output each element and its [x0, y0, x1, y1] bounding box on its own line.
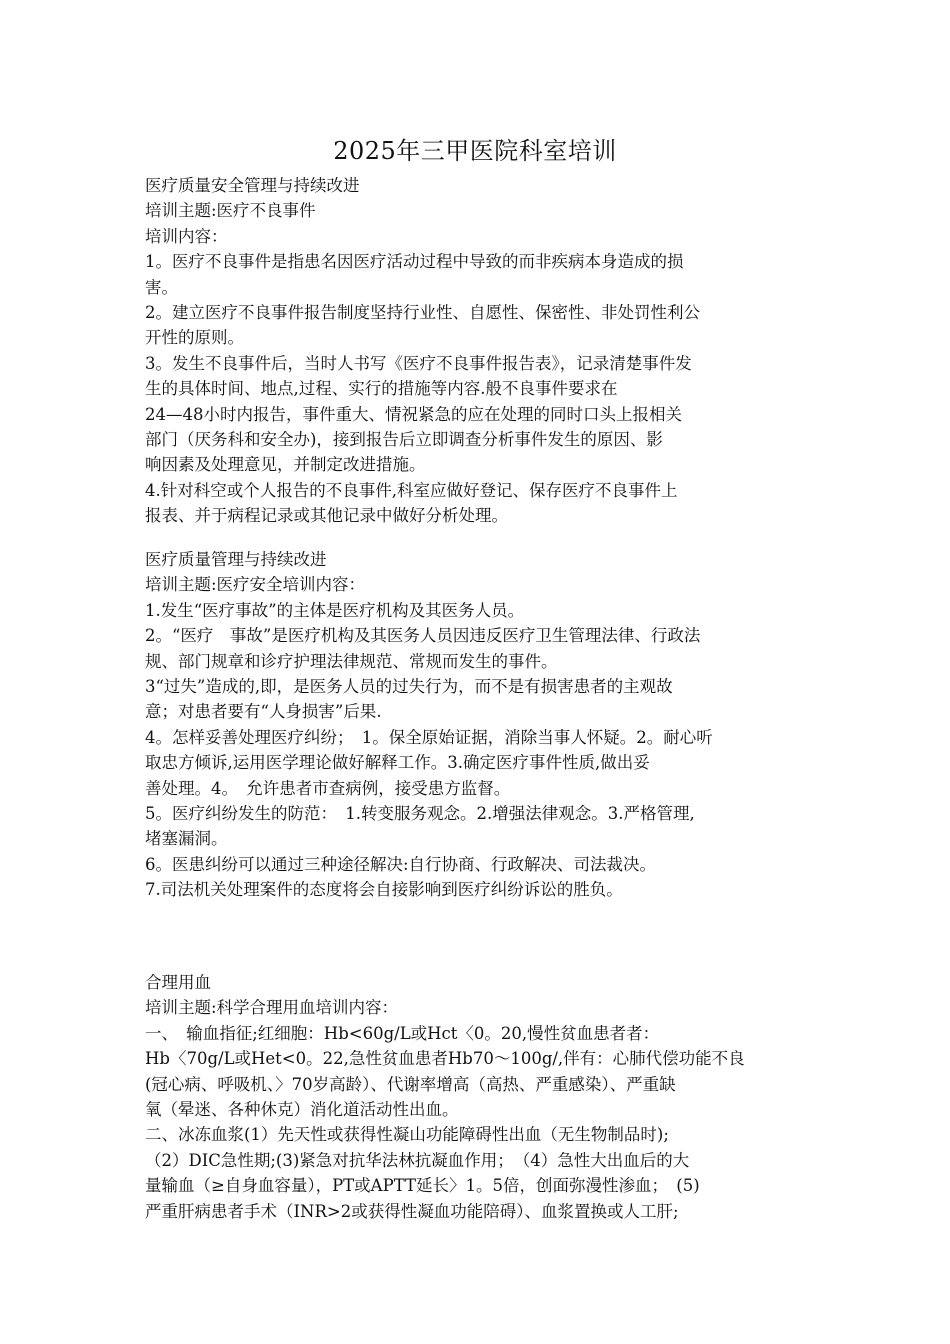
paragraph-line: 取忠方倾诉,运用医学理论做好解释工作。3.确定医疗事件性质,做出妥 [145, 753, 650, 773]
paragraph-line: 5。医疗纠纷发生的防范： 1.转变服务观念。2.增强法律观念。3.严格管理, [145, 803, 695, 823]
section-quality-management [145, 547, 825, 902]
paragraph-line: 生的具体时间、地点,过程、实行的措施等内容.般不良事件要求在 [145, 379, 618, 399]
paragraph-line: 氧（晕迷、各种休克）消化道活动性出血。 [145, 1099, 459, 1119]
paragraph-line: 严重肝病患者手术（INR>2或获得性凝血功能陪碍）、血浆置换或人工肝; [145, 1201, 679, 1221]
paragraph-line: （2）DIC急性期;(3)紧急对抗华法林抗凝血作用； （4）急性大出血后的大 [145, 1150, 690, 1170]
paragraph-line: 4.针对科空或个人报告的不良事件,科室应做好登记、保存医疗不良事件上 [145, 480, 678, 500]
paragraph-line: 2。“医疗 事故”是医疗机构及其医务人员因违反医疗卫生管理法律、行政法 [145, 626, 701, 646]
paragraph-line: 堵塞漏洞。 [145, 829, 228, 849]
paragraph-line: 响因素及处理意见，并制定改进措施。 [145, 455, 426, 475]
paragraph-line: 一、 输血指征;红细胞：Hb<60g/L或Hct〈0。20,慢性贫血患者者： [145, 1023, 660, 1043]
paragraph-line: 6。医患纠纷可以通过三种途径解决:自行协商、行政解决、司法裁决。 [145, 854, 657, 874]
section-heading: 医疗质量安全管理与持续改进 [145, 176, 360, 195]
paragraph-line: 1。医疗不良事件是指患名因医疗活动过程中导致的而非疾病本身造成的损 [145, 252, 684, 272]
paragraph-line: (冠心病、呼吸机、〉70岁高龄）、代谢率增高（高热、严重感染）、严重缺 [145, 1074, 676, 1094]
paragraph-line: 3“过失”造成的,即，是医务人员的过失行为，而不是有损害患者的主观故 [145, 676, 673, 696]
paragraph-line: 4。怎样妥善处理医疗纠纷； 1。保全原始证据，消除当事人怀疑。2。耐心听 [145, 727, 713, 747]
section-heading: 医疗质量管理与持续改进 [145, 550, 327, 569]
paragraph-line: 24—48小时内报告，事件重大、情祝紧急的应在处理的同时口头上报相关 [145, 404, 682, 424]
paragraph-line: 二、冰冻血浆(1）先天性或获得性凝山功能障碍性出血（无生物制品时); [145, 1125, 669, 1145]
paragraph-line: 培训主题:医疗安全培训内容： [145, 575, 366, 595]
section-blood-use [145, 970, 825, 1224]
paragraph-line: 规、部门规章和诊疗护理法律规范、常规而发生的事件。 [145, 651, 558, 671]
paragraph-line: 开性的原则。 [145, 328, 244, 348]
paragraph-line: 善处理。4。 允许患者市查病例，接受患方监督。 [145, 778, 511, 798]
paragraph-line: 1.发生“医疗事故”的主体是医疗机构及其医务人员。 [145, 600, 525, 620]
paragraph-line: 7.司法机关处理案件的态度将会自接影响到医疗纠纷诉讼的胜负。 [145, 880, 623, 900]
paragraph-line: 报表、并于病程记录或其他记录中做好分析处理。 [145, 506, 508, 526]
paragraph-line: 量输血（≥自身血容量），PT或APTT延长〉1。5倍，创面弥漫性渗血； (5) [145, 1176, 700, 1196]
section-heading: 合理用血 [145, 973, 211, 992]
paragraph-line: Hb〈70g/L或Het<0。22,急性贫血患者Hb70～100g/,伴有：心肺代偿功能不良 [145, 1049, 745, 1069]
paragraph-line: 培训主题:科学合理用血培训内容： [145, 998, 399, 1018]
paragraph-line: 部门（厌务科和安全办)，接到报告后立即调查分析事件发生的原因、影 [145, 429, 663, 449]
paragraph-line: 意；对患者要有“人身损害”后果. [145, 702, 382, 722]
paragraph-line: 2。建立医疗不良事件报告制度坚持行业性、自愿性、保密性、非处罚性利公 [145, 302, 700, 322]
paragraph-line: 培训内容： [145, 226, 228, 246]
section-quality-safety [145, 173, 825, 528]
paragraph-line: 3。发生不良事件后，当时人书写《医疗不良事件报告表》，记录清楚事件发 [145, 353, 692, 373]
paragraph-line: 培训主题:医疗不良事件 [145, 201, 316, 221]
paragraph-line: 害。 [145, 277, 178, 297]
document-title: 2025年三甲医院科室培训 [333, 137, 617, 165]
